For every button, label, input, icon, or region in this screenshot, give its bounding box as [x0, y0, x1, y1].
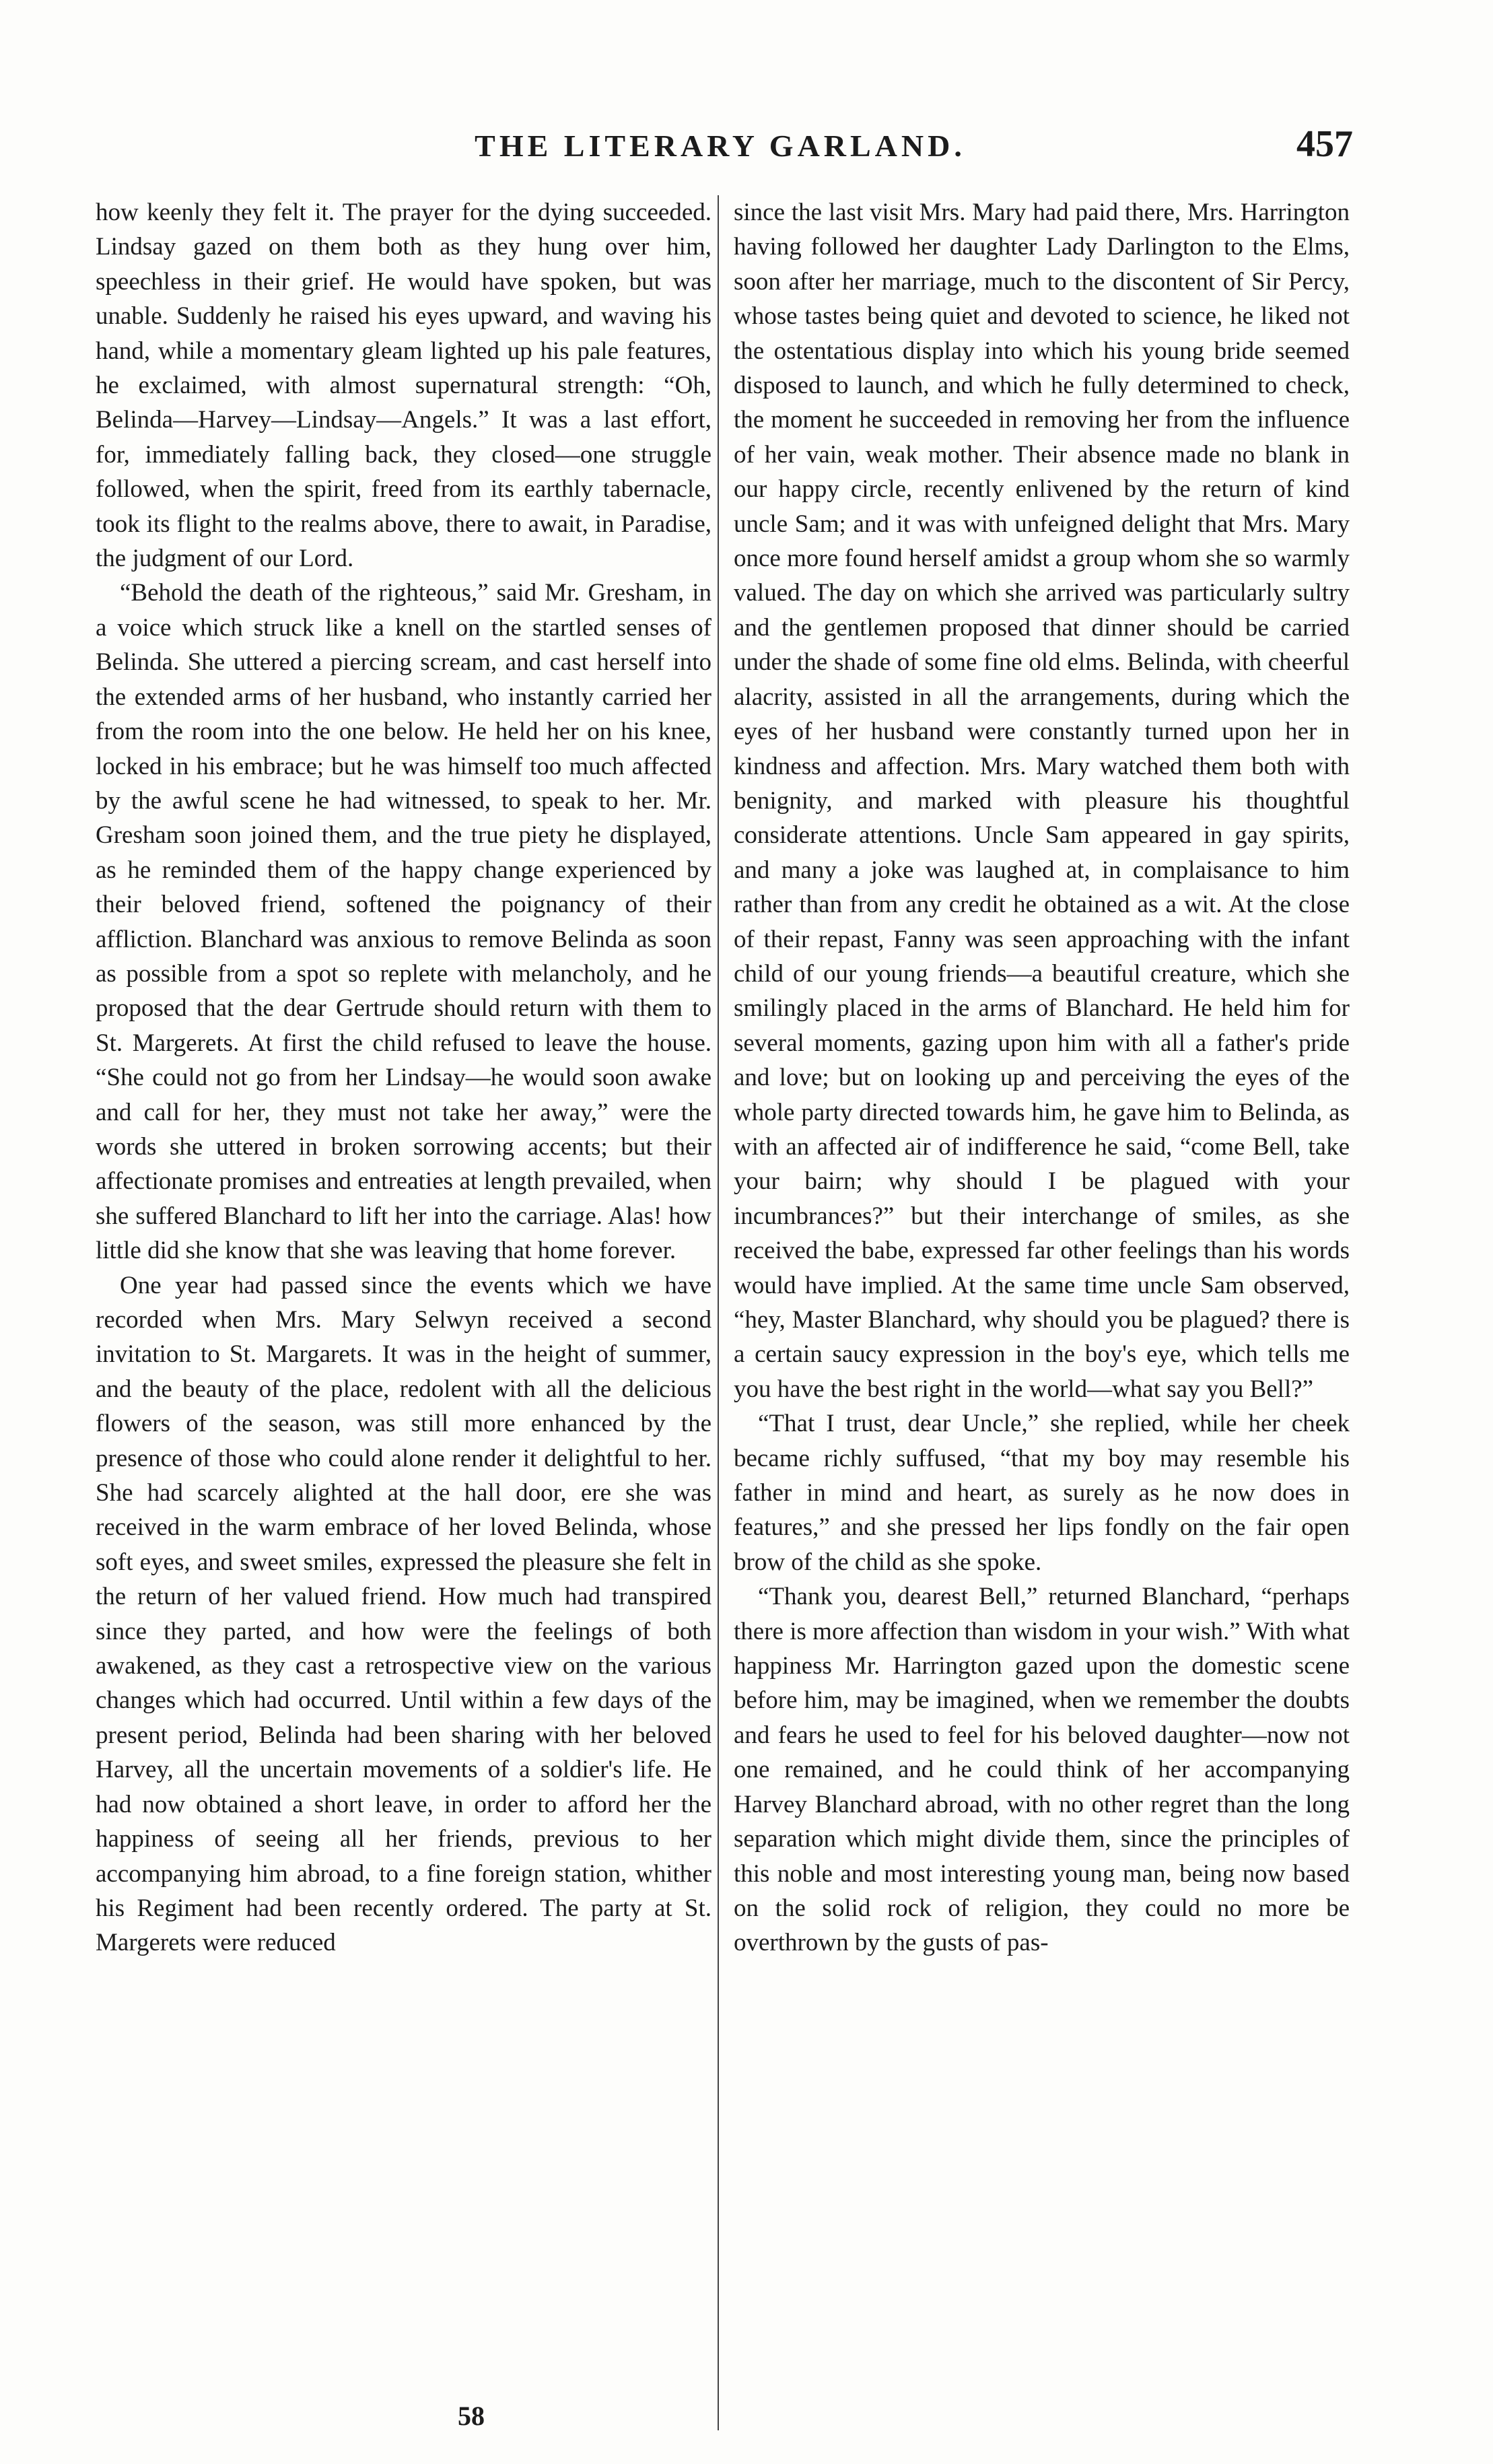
- running-head: [88, 123, 1353, 170]
- left-paragraph-1: how keenly they felt it. The prayer for the dying succeeded. Lindsay gazed on them both as they hung over him, speechless in their grief. He would have spoken, but was unable. Suddenly he raised his eyes upward, and waving his hand, while a momentary gleam lighted up his pale features, he exclaimed, with almost supernatural strength: “Oh, Belinda—Harvey—Lindsay—Angels.” It was a last effort, for, immediately falling back, they closed—one struggle followed, when the spirit, freed from its earthly tabernacle, took its flight to the realms above, there to await, in Paradise, the judgment of our Lord.: [96, 199, 711, 573]
- running-title: THE LITERARY GARLAND.: [475, 129, 966, 163]
- left-paragraph-2: “Behold the death of the righteous,” said Mr. Gresham, in a voice which struck like a knell on the startled senses of Belinda. She uttered a piercing scream, and cast herself into the extended arms of her husband, who instantly carried her from the room into the one below. He held her on his knee, locked in his embrace; but he was himself too much affected by the awful scene he had witnessed, to speak to her. Mr. Gresham soon joined them, and the true piety he displayed, as he reminded them of the happy change experienced by their beloved friend, softened the poignancy of their affliction. Blanchard was anxious to remove Belinda as soon as possible from a spot so replete with melancholy, and he proposed that the dear Gertrude should return with them to St. Margerets. At first the child refused to leave the house. “She could not go from her Lindsay—he would soon awake and call for her, they must not take her away,” were the words she uttered in broken sorrowing accents; but their affectionate promises and entreaties at length prevailed, when she suffered Blanchard to lift her into the carriage. Alas! how little did she know that she was leaving that home forever.: [96, 579, 711, 1265]
- left-paragraph-3: One year had passed since the events which we have recorded when Mrs. Mary Selwyn received a second invitation to St. Margarets. It was in the height of summer, and the beauty of the place, redolent with all the delicious flowers of the season, was still more enhanced by the presence of those who could alone render it delightful to her. She had scarcely alighted at the hall door, ere she was received in the warm embrace of her loved Belinda, whose soft eyes, and sweet smiles, expressed the pleasure she felt in the return of her valued friend. How much had transpired since they parted, and how were the feelings of both awakened, as they cast a retrospective view on the various changes which had occurred. Until within a few days of the present period, Belinda had been sharing with her beloved Harvey, all the uncertain movements of a soldier's life. He had now obtained a short leave, in order to afford her the happiness of seeing all her friends, previous to her accompanying him abroad, to a fine foreign station, whither his Regiment had been recently ordered. The party at St. Margerets were reduced: [96, 1271, 711, 1957]
- column-divider: [718, 195, 719, 2430]
- printer-signature-mark: 58: [458, 2401, 485, 2431]
- right-paragraph-2: “That I trust, dear Uncle,” she replied, while her cheek became richly suffused, “that my boy may resemble his father in mind and heart, as surely as he now does in features,” and she pressed her lips fondly on the fair open brow of the child as she spoke.: [734, 1410, 1350, 1576]
- right-column: [734, 195, 1350, 1960]
- right-paragraph-3: “Thank you, dearest Bell,” returned Blanchard, “perhaps there is more affection than wisdom in your wish.” With what happiness Mr. Harrington gazed upon the domestic scene before him, may be imagined, when we remember the doubts and fears he used to feel for his beloved daughter—now not one remained, and he could think of her accompanying Harvey Blanchard abroad, with no other regret than the long separation which might divide them, since the principles of this noble and most interesting young man, being now based on the solid rock of religion, they could no more be overthrown by the gusts of pas-: [734, 1583, 1350, 1957]
- right-paragraph-1: since the last visit Mrs. Mary had paid there, Mrs. Harrington having followed her daughter Lady Darlington to the Elms, soon after her marriage, much to the discontent of Sir Percy, whose tastes being quiet and devoted to science, he liked not the ostentatious display into which his young bride seemed disposed to launch, and which he fully determined to check, the moment he succeeded in removing her from the influence of her vain, weak mother. Their absence made no blank in our happy circle, recently enlivened by the return of kind uncle Sam; and it was with unfeigned delight that Mrs. Mary once more found herself amidst a group whom she so warmly valued. The day on which she arrived was particularly sultry and the gentlemen proposed that dinner should be carried under the shade of some fine old elms. Belinda, with cheerful alacrity, assisted in all the arrangements, during which the eyes of her husband were constantly turned upon her in kindness and affection. Mrs. Mary watched them both with benignity, and marked with pleasure his thoughtful considerate attentions. Uncle Sam appeared in gay spirits, and many a joke was laughed at, in complaisance to him rather than from any credit he obtained as a wit. At the close of their repast, Fanny was seen approaching with the infant child of our young friends—a beautiful creature, which she smilingly placed in the arms of Blanchard. He held him for several moments, gazing upon him with all a father's pride and love; but on looking up and perceiving the eyes of the whole party directed towards him, he gave him to Belinda, as with an affected air of indifference he said, “come Bell, take your bairn; why should I be plagued with your incumbrances?” but their interchange of smiles, as she received the babe, expressed far other feelings than his words would have implied. At the same time uncle Sam observed, “hey, Master Blanchard, why should you be plagued? there is a certain saucy expression in the boy's eye, which tells me you have the best right in the world—what say you Bell?”: [734, 199, 1350, 1403]
- left-column: [96, 195, 711, 1960]
- page-number: 457: [1296, 123, 1353, 165]
